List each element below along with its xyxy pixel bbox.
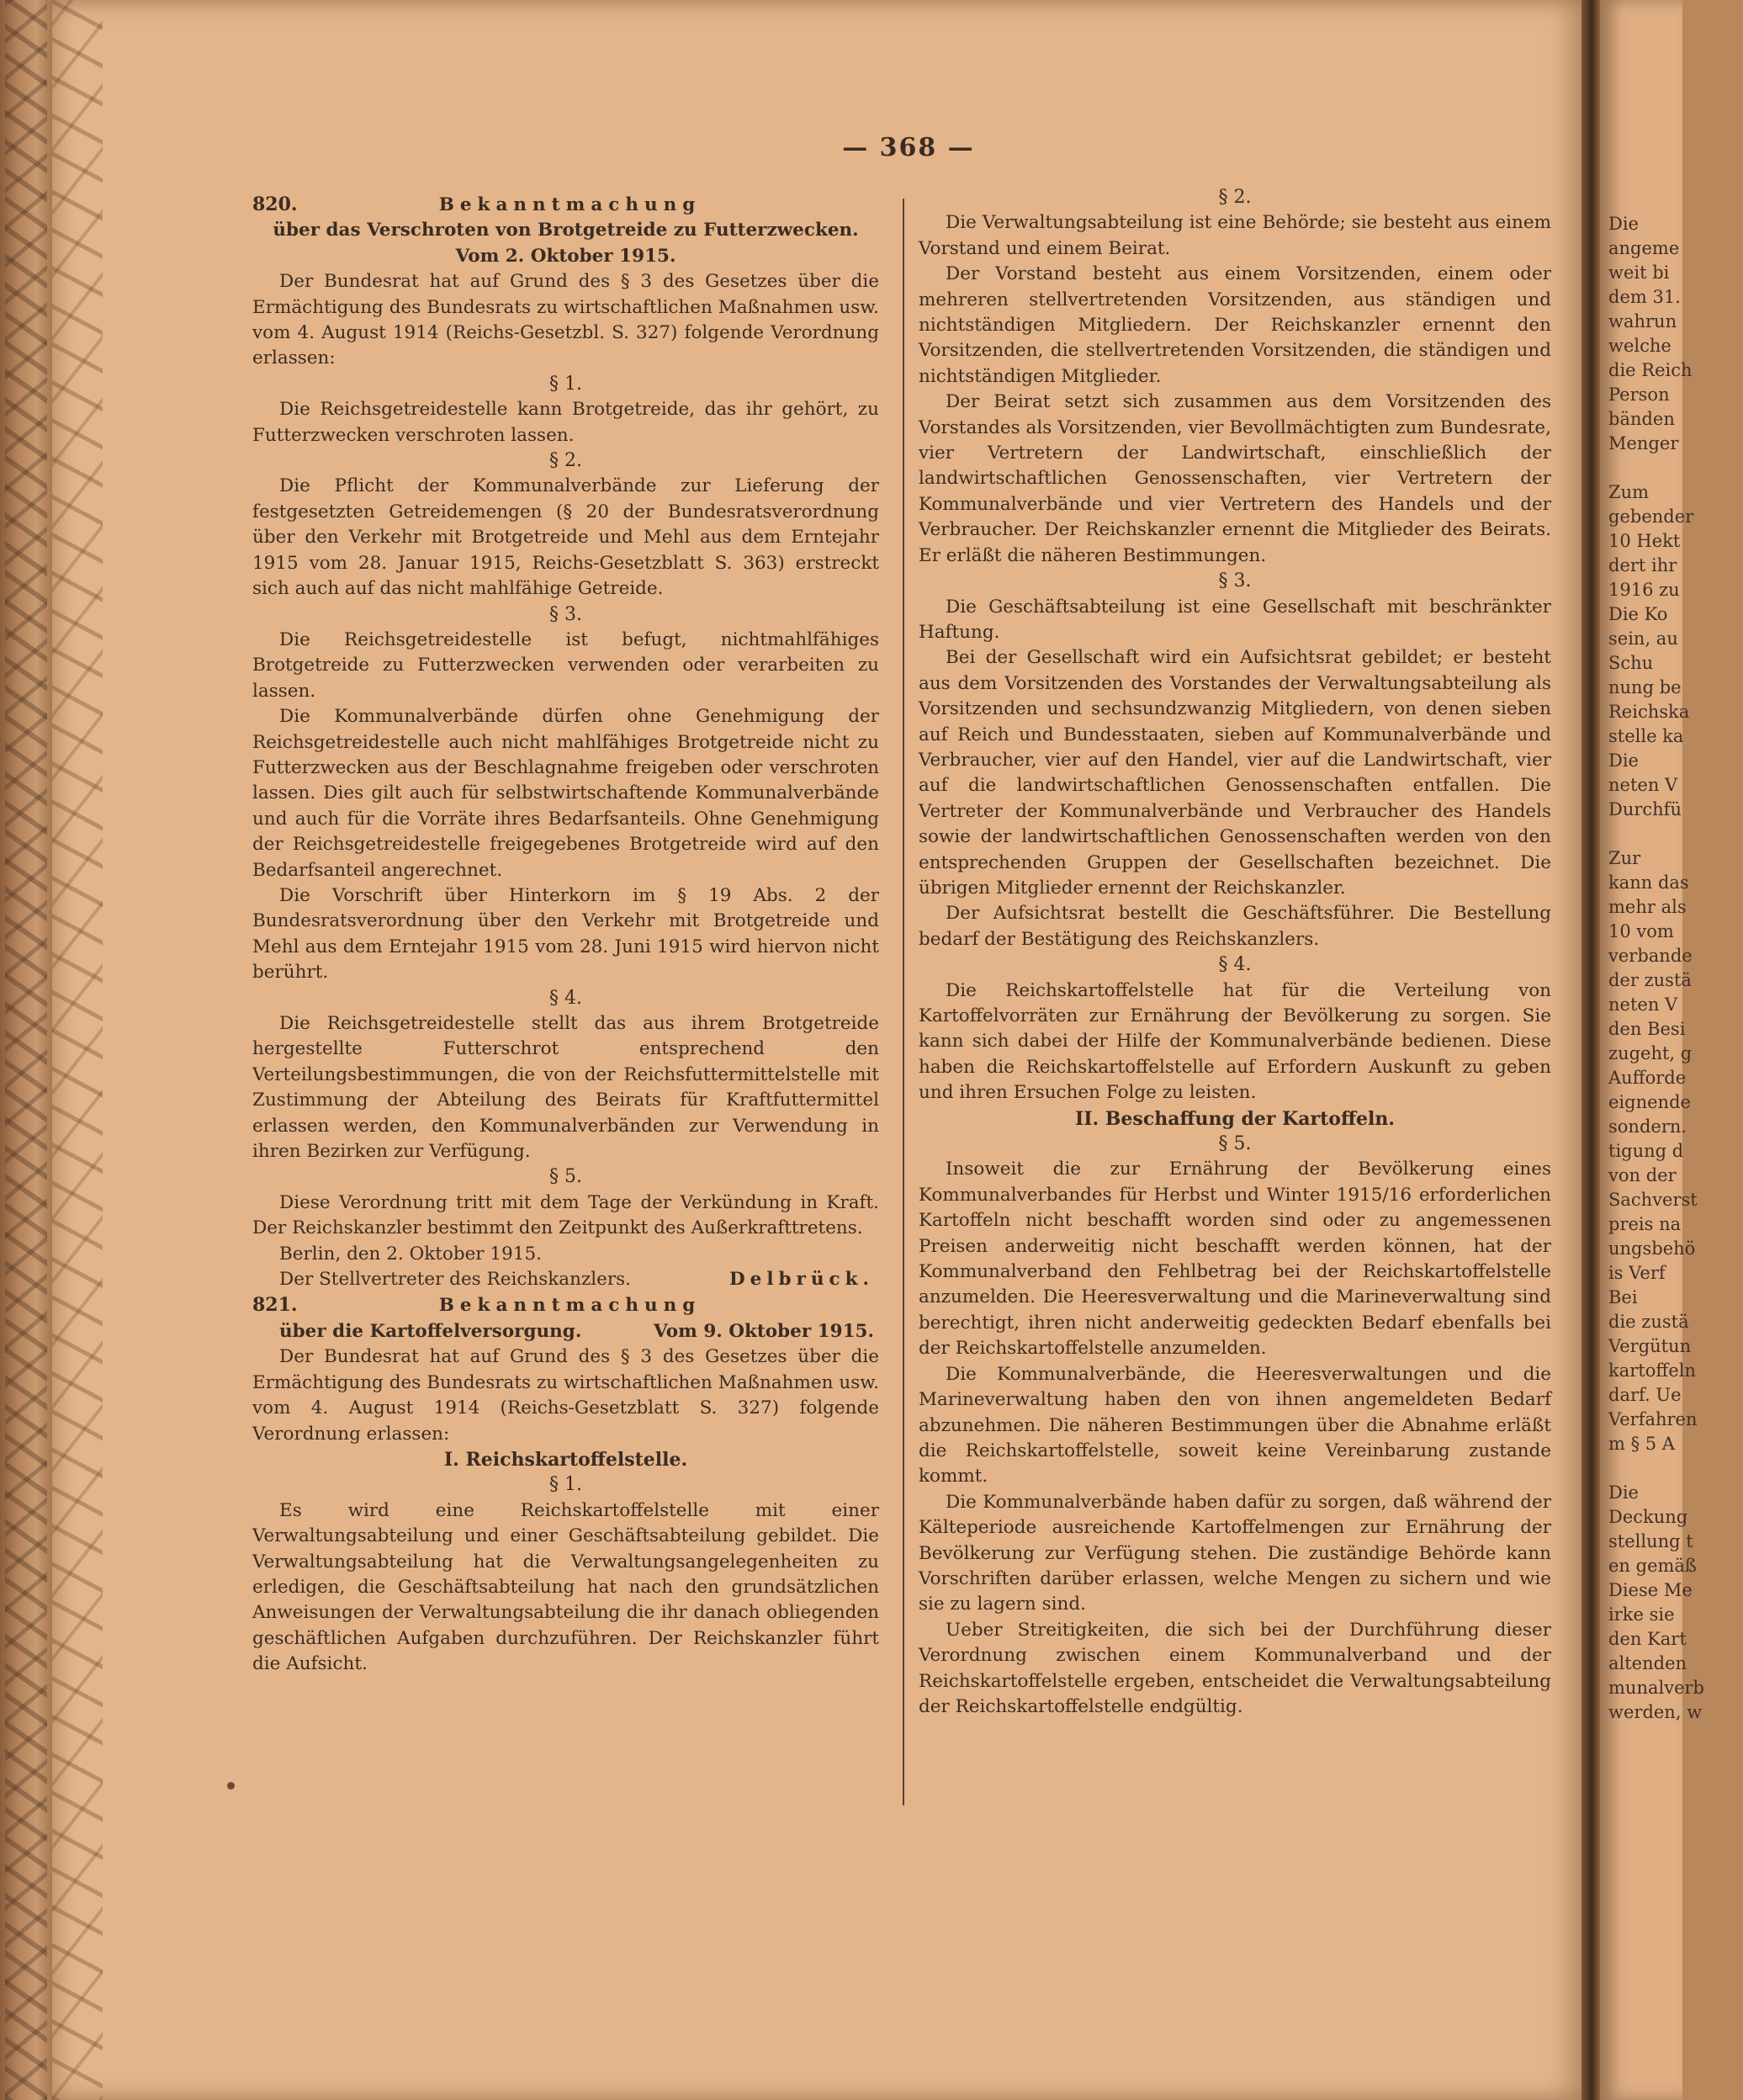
next-page-line: den Besi bbox=[1608, 1019, 1686, 1039]
next-page-line: Deckung bbox=[1608, 1507, 1688, 1527]
column-divider bbox=[903, 199, 904, 1806]
next-page-line: mehr als bbox=[1608, 897, 1687, 917]
paragraph: Der Bundesrat hat auf Grund des § 3 des Gesetzes über die Ermächtigung des Bundesrats zu wirtschaftlichen Maßnahmen usw. vom 4. August 1914 (Reichs-Gesetzblatt S. 327) folgende Verordnung erlassen: bbox=[252, 1346, 879, 1445]
paragraph: Die Reichskartoffelstelle hat für die Verteilung von Kartoffelvorräten zur Ernährung der Bevölkerung zu sorgen. Sie kann sich dabei der Hilfe der Kommunalverbände bedienen. Diese haben die Reichskartoffelstelle auf Erfordern Auskunft zu geben und ihren Ersuchen Folge zu leisten. bbox=[919, 979, 1551, 1104]
next-page-line: nung be bbox=[1608, 677, 1682, 697]
next-page-line: Zur bbox=[1608, 848, 1641, 868]
paragraph-heading: § 4. bbox=[1218, 954, 1252, 976]
paragraph-heading: § 3. bbox=[1218, 570, 1252, 592]
next-page-line: die Reich bbox=[1608, 360, 1693, 380]
next-page-line: Diese Me bbox=[1608, 1580, 1693, 1600]
next-page-line: Durchfü bbox=[1608, 799, 1682, 819]
next-page-line: irke sie bbox=[1608, 1604, 1675, 1625]
paragraph: Die Reichsgetreidestelle kann Brotgetreide, das ihr gehört, zu Futterzwecken verschroten lassen. bbox=[252, 399, 879, 446]
paragraph-heading: § 2. bbox=[1218, 187, 1252, 208]
section-820-heading bbox=[252, 192, 879, 218]
section-subtitle: über die Kartoffelversorgung. bbox=[279, 1320, 582, 1342]
next-page-line: darf. Ue bbox=[1608, 1385, 1682, 1405]
next-page-line: en gemäß bbox=[1608, 1556, 1697, 1576]
next-page-line: sondern. bbox=[1608, 1116, 1687, 1137]
part-heading: II. Beschaffung der Kartoffeln. bbox=[1074, 1107, 1396, 1130]
part-heading: I. Reichskartoffelstelle. bbox=[443, 1448, 688, 1471]
marbled-pattern bbox=[5, 0, 47, 2100]
paragraph: Bei der Gesellschaft wird ein Aufsichtsrat gebildet; er besteht aus dem Vorsitzenden des Vorstandes der Verwaltungsabteilung als Vorsitzenden und sechsundzwanzig Mitgliedern, von denen sieben auf Reich und Bundesstaaten, sieben auf Kommunalverbände und Verbraucher, vier auf den Handel, vier auf die Landwirtschaft, vier auf die landwirtschaftlichen Genossenschaften entfallen. Die Vertreter der Kommunalverbände und Verbraucher des Handels sowie der landwirtschaftlichen Genossenschaften werden von den entsprechenden Gruppen der Gesellschaften bezeichnet. Die übrigen Mitglieder ernennt der Reichskanzler. bbox=[919, 647, 1551, 899]
place-date: Berlin, den 2. Oktober 1915. bbox=[279, 1243, 542, 1265]
paragraph: Es wird eine Reichskartoffelstelle mit einer Verwaltungsabteilung und einer Geschäftsabteilung gebildet. Die Verwaltungsabteilung hat die Verwaltungsangelegenheiten zu erledigen, die Geschäftsabteilung hat nach den grundsätzlichen Anweisungen der Verwaltungsabteilung die ihr danach obliegenden geschäftlichen Aufgaben durchzuführen. Der Reichskanzler führt die Aufsicht. bbox=[252, 1499, 879, 1675]
next-page-line: neten V bbox=[1608, 775, 1678, 795]
next-page-line: den Kart bbox=[1608, 1629, 1687, 1649]
next-page-line: stelle ka bbox=[1608, 726, 1684, 746]
paragraph: Der Aufsichtsrat bestellt die Geschäftsführer. Die Bestellung bedarf der Bestätigung des Reichskanzlers. bbox=[919, 903, 1551, 950]
next-page-text bbox=[1608, 212, 1743, 1725]
next-page-line: m § 5 A bbox=[1608, 1434, 1675, 1454]
next-page-line: Die bbox=[1608, 1482, 1639, 1503]
section-number: 820. bbox=[252, 194, 298, 215]
next-page-line: Zum bbox=[1608, 482, 1650, 502]
next-page-line: von der bbox=[1608, 1165, 1677, 1185]
next-page-line: Sachverst bbox=[1608, 1190, 1698, 1210]
section-subtitle-row bbox=[252, 1319, 879, 1344]
book-cover-edge bbox=[0, 0, 54, 2100]
ink-spot bbox=[227, 1782, 235, 1790]
paragraph-heading: § 2. bbox=[549, 450, 582, 472]
next-page-line: 10 vom bbox=[1608, 921, 1674, 941]
next-page-line: gebender bbox=[1608, 506, 1694, 527]
next-page-line: ungsbehö bbox=[1608, 1238, 1696, 1259]
next-page-line: Reichska bbox=[1608, 702, 1690, 722]
right-column bbox=[919, 185, 1551, 1720]
next-page-line: dert ihr bbox=[1608, 555, 1677, 575]
next-page-line: Die Ko bbox=[1608, 604, 1668, 624]
next-page-line: Person bbox=[1608, 384, 1670, 405]
paragraph: Die Reichsgetreidestelle ist befugt, nichtmahlfähiges Brotgetreide zu Futterzwecken verwenden oder verarbeiten zu lassen. bbox=[252, 628, 879, 702]
next-page-line: altenden bbox=[1608, 1653, 1687, 1673]
paragraph: Der Vorstand besteht aus einem Vorsitzenden, einem oder mehreren stellvertretenden Vorsitzenden, aus ständigen und nichtständigen Mitgliedern. Der Reichskanzler ernennt den Vorsitzenden, die stellvertretenden Vorsitzenden, die ständigen und nichtständigen Mitglieder. bbox=[919, 263, 1551, 387]
next-page-line: verbande bbox=[1608, 946, 1693, 966]
paragraph: Die Kommunalverbände, die Heeresverwaltungen und die Marineverwaltung haben den von ihnen angemeldeten Bedarf abzunehmen. Die näheren Bestimmungen über die Abnahme erläßt die Reichskartoffelstelle, soweit keine Vereinbarung zustande kommt. bbox=[919, 1363, 1551, 1488]
next-page-line: 10 Hekt bbox=[1608, 531, 1681, 551]
paragraph: Die Pflicht der Kommunalverbände zur Lieferung der festgesetzten Getreidemengen (§ 20 der Bundesratsverordnung über den Verkehr mit Brotgetreide und Mehl aus dem Erntejahr 1915 vom 28. Januar 1915, Reichs-Gesetzblatt S. 363) erstreckt sich auch auf das nicht mahlfähige Getreide. bbox=[252, 475, 879, 600]
next-page-line: 1916 zu bbox=[1608, 580, 1680, 600]
next-page-line bbox=[1608, 822, 1743, 846]
page-stain bbox=[52, 0, 103, 2100]
next-page-line: Verfahren bbox=[1608, 1409, 1698, 1429]
next-page-line: dem 31. bbox=[1608, 287, 1681, 307]
signature: Delbrück. bbox=[729, 1269, 874, 1291]
paragraph: Der Bundesrat hat auf Grund des § 3 des Gesetzes über die Ermächtigung des Bundesrats zu wirtschaftlichen Maßnahmen usw. vom 4. August 1914 (Reichs-Gesetzbl. S. 327) folgende Verordnung erlassen: bbox=[252, 271, 879, 369]
next-page-line: angeme bbox=[1608, 238, 1680, 258]
left-column bbox=[252, 192, 879, 1678]
next-page-strip bbox=[1600, 0, 1704, 2100]
next-page-line: wahrun bbox=[1608, 311, 1677, 331]
next-page-line: bänden bbox=[1608, 409, 1675, 429]
section-subtitle: über das Verschroten von Brotgetreide zu Futterzwecken. bbox=[273, 220, 859, 241]
paragraph: Die Verwaltungsabteilung ist eine Behörde; sie besteht aus einem Vorstand und einem Beirat. bbox=[919, 212, 1551, 259]
book-gutter bbox=[1581, 0, 1600, 2100]
paragraph: Diese Verordnung tritt mit dem Tage der Verkündung in Kraft. Der Reichskanzler bestimmt den Zeitpunkt des Außerkrafttretens. bbox=[252, 1191, 879, 1239]
page-number: — 368 — bbox=[842, 133, 975, 162]
next-page-line: weit bi bbox=[1608, 262, 1670, 283]
next-page-line: die zustä bbox=[1608, 1312, 1689, 1332]
next-page-line: werden, w bbox=[1608, 1702, 1703, 1722]
section-date: Vom 2. Oktober 1915. bbox=[455, 245, 676, 267]
next-page-line: kann das bbox=[1608, 872, 1689, 893]
section-title: Bekanntmachung bbox=[438, 194, 702, 215]
next-page-line: is Verf bbox=[1608, 1263, 1666, 1283]
next-page-line: Vergütun bbox=[1608, 1336, 1692, 1356]
next-page-line: Aufforde bbox=[1608, 1068, 1687, 1088]
paragraph: Insoweit die zur Ernährung der Bevölkerung eines Kommunalverbandes für Herbst und Winter 1915/16 erforderlichen Kartoffeln nicht beschafft worden sind oder zu angemessenen Preisen anderweitig nicht beschafft werden können, hat der Kommunalverband den Fehlbetrag bei der Reichskartoffelstelle anzumelden. Die Heeresverwaltung und die Marineverwaltung sind berechtigt, ihren nicht anderweitig gedeckten Bedarf ebenfalls bei der Reichskartoffelstelle anzumelden. bbox=[919, 1159, 1551, 1360]
next-page-line: Die bbox=[1608, 214, 1639, 234]
section-title: Bekanntmachung bbox=[438, 1295, 702, 1317]
paragraph: Ueber Streitigkeiten, die sich bei der Durchführung dieser Verordnung zwischen einem Kommunalverband und der Reichskartoffelstelle ergeben, entscheidet die Verwaltungsabteilung der Reichskartoffelstelle endgültig. bbox=[919, 1619, 1551, 1717]
paragraph: Die Vorschrift über Hinterkorn im § 19 Abs. 2 der Bundesratsverordnung über den Verkehr mit Brotgetreide und Mehl aus dem Erntejahr 1915 vom 28. Juni 1915 wird hiervon nicht berührt. bbox=[252, 884, 879, 984]
next-page-line: Menger bbox=[1608, 433, 1679, 453]
next-page-line: Die bbox=[1608, 750, 1639, 771]
next-page-line: tigung d bbox=[1608, 1141, 1684, 1161]
paragraph-heading: § 1. bbox=[549, 1474, 582, 1496]
paragraph-heading: § 5. bbox=[549, 1166, 582, 1188]
next-page-line: kartoffeln bbox=[1608, 1360, 1696, 1381]
next-page-line: sein, au bbox=[1608, 628, 1678, 649]
next-page-line bbox=[1608, 456, 1743, 480]
paragraph-heading: § 4. bbox=[549, 987, 582, 1009]
next-page-line: preis na bbox=[1608, 1214, 1682, 1234]
paragraph-heading: § 3. bbox=[549, 603, 582, 625]
paragraph: Die Geschäftsabteilung ist eine Gesellschaft mit beschränkter Haftung. bbox=[919, 596, 1551, 643]
signature-row bbox=[252, 1267, 879, 1292]
paragraph: Der Beirat setzt sich zusammen aus dem Vorsitzenden des Vorstandes als Vorsitzenden, vier Bevollmächtigten zum Bundesrate, vier Vertretern der Landwirtschaft, einschließlich der landwirtschaftlichen Genossenschaften, vier Vertretern der Kommunalverbände und vier Vertretern des Handels und der Verbraucher. Der Reichskanzler ernennt die Mitglieder des Beirats. Er erläßt die näheren Bestimmungen. bbox=[919, 391, 1551, 566]
section-number: 821. bbox=[252, 1294, 298, 1317]
next-page-line: munalverb bbox=[1608, 1678, 1704, 1698]
deputy-title: Der Stellvertreter des Reichskanzlers. bbox=[279, 1269, 632, 1291]
next-page-line: neten V bbox=[1608, 994, 1678, 1015]
section-date: Vom 9. Oktober 1915. bbox=[654, 1320, 874, 1342]
next-page-line: zugeht, g bbox=[1608, 1043, 1693, 1063]
next-page-line: stellung t bbox=[1608, 1531, 1693, 1551]
section-821-heading bbox=[252, 1292, 879, 1318]
paragraph: Die Reichsgetreidestelle stellt das aus ihrem Brotgetreide hergestellte Futterschrot entsprechend den Verteilungsbestimmungen, die von der Reichsfuttermittelstelle mit Zustimmung der Abteilung des Beirats für Kraftfuttermittel erlassen werden, den Kommunalverbänden zur Verwendung in ihren Bezirken zur Verfügung. bbox=[252, 1013, 879, 1163]
next-page-line: Bei bbox=[1608, 1287, 1638, 1307]
paragraph: Die Kommunalverbände haben dafür zu sorgen, daß während der Kälteperiode ausreichende Kartoffelmengen zur Ernährung der Bevölkerung zur Verfügung stehen. Die zuständige Behörde kann Vorschriften darüber erlassen, welche Mengen zu sichern und wie sie zu lagern sind. bbox=[919, 1491, 1551, 1615]
next-page-line: der zustä bbox=[1608, 970, 1692, 990]
paragraph-heading: § 1. bbox=[549, 373, 582, 395]
paragraph: Die Kommunalverbände dürfen ohne Genehmigung der Reichsgetreidestelle auch nicht mahlfähiges Brotgetreide nicht zu Futterzwecken aus der Beschlagnahme freigeben oder verschroten lassen. Dies gilt auch für selbstwirtschaftende Kommunalverbände und auch für die Vorräte ihres Bedarfsanteils. Ohne Genehmigung der Reichsgetreidestelle freigegebenes Brotgetreide wird auf den Bedarfsanteil angerechnet. bbox=[252, 706, 879, 881]
next-page-line: eignende bbox=[1608, 1092, 1691, 1112]
next-page-line bbox=[1608, 1456, 1743, 1481]
next-page-line: Schu bbox=[1608, 653, 1654, 673]
paragraph-heading: § 5. bbox=[1218, 1133, 1252, 1155]
next-page-line: welche bbox=[1608, 336, 1671, 356]
